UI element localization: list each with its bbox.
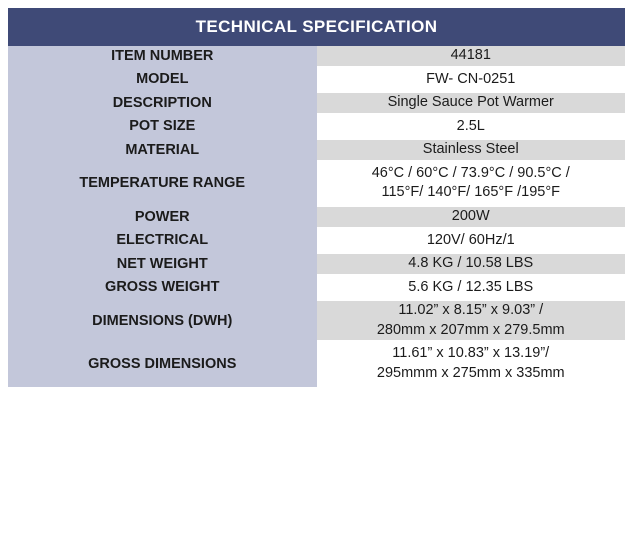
row-value	[317, 164, 626, 203]
row-value	[317, 140, 626, 160]
row-label: GROSS DIMENSIONS	[8, 344, 317, 383]
table-row	[8, 231, 625, 251]
row-value	[317, 46, 626, 66]
row-value-line: 115°F/ 140°F/ 165°F /195°F	[381, 184, 560, 201]
table-row	[8, 301, 625, 340]
row-value-line: 11.61” x 10.83” x 13.19”/	[392, 345, 550, 362]
row-spacer-label	[8, 383, 317, 387]
row-value-line: 44181	[450, 47, 491, 63]
row-value	[317, 254, 626, 274]
row-value-line: 5.6 KG / 12.35 LBS	[408, 278, 534, 295]
row-label: NET WEIGHT	[8, 254, 317, 274]
row-label: MODEL	[8, 70, 317, 90]
table-row	[8, 254, 625, 274]
row-label: DIMENSIONS (DWH)	[8, 301, 317, 340]
row-value	[317, 207, 626, 227]
row-value-line: 295mmm x 275mm x 335mm	[376, 364, 565, 381]
row-spacer	[8, 383, 625, 387]
row-label: DESCRIPTION	[8, 93, 317, 113]
table-row	[8, 93, 625, 113]
row-value-line: 4.8 KG / 10.58 LBS	[408, 255, 534, 272]
row-value-line: 120V/ 60Hz/1	[426, 231, 515, 248]
row-value	[317, 70, 626, 90]
row-spacer-value	[317, 383, 626, 387]
specification-table-body	[8, 8, 625, 387]
row-value-line: Stainless Steel	[422, 141, 519, 158]
row-value	[317, 117, 626, 137]
row-value-line: 11.02” x 8.15” x 9.03” /	[398, 302, 544, 319]
table-header-row	[8, 8, 625, 46]
row-label: MATERIAL	[8, 140, 317, 160]
row-value-line: 200W	[451, 207, 490, 224]
row-label: ITEM NUMBER	[8, 46, 317, 66]
row-label: POWER	[8, 207, 317, 227]
row-label: GROSS WEIGHT	[8, 278, 317, 298]
row-value	[317, 93, 626, 113]
specification-table	[8, 8, 625, 387]
row-value	[317, 278, 626, 298]
table-row	[8, 117, 625, 137]
row-label: TEMPERATURE RANGE	[8, 164, 317, 203]
row-value-line: 2.5L	[456, 117, 485, 134]
table-row	[8, 207, 625, 227]
table-row	[8, 70, 625, 90]
row-value	[317, 301, 626, 340]
row-value-line: FW- CN-0251	[426, 70, 516, 87]
row-value-line: Single Sauce Pot Warmer	[387, 94, 554, 111]
row-value	[317, 231, 626, 251]
page-title: TECHNICAL SPECIFICATION	[8, 8, 625, 46]
row-label: ELECTRICAL	[8, 231, 317, 251]
table-row	[8, 278, 625, 298]
row-label: POT SIZE	[8, 117, 317, 137]
row-value-line: 280mm x 207mm x 279.5mm	[376, 321, 565, 338]
row-value-line: 46°C / 60°C / 73.9°C / 90.5°C /	[371, 164, 570, 181]
table-row	[8, 164, 625, 203]
table-row	[8, 46, 625, 66]
table-row	[8, 344, 625, 383]
row-value	[317, 344, 626, 383]
table-row	[8, 140, 625, 160]
